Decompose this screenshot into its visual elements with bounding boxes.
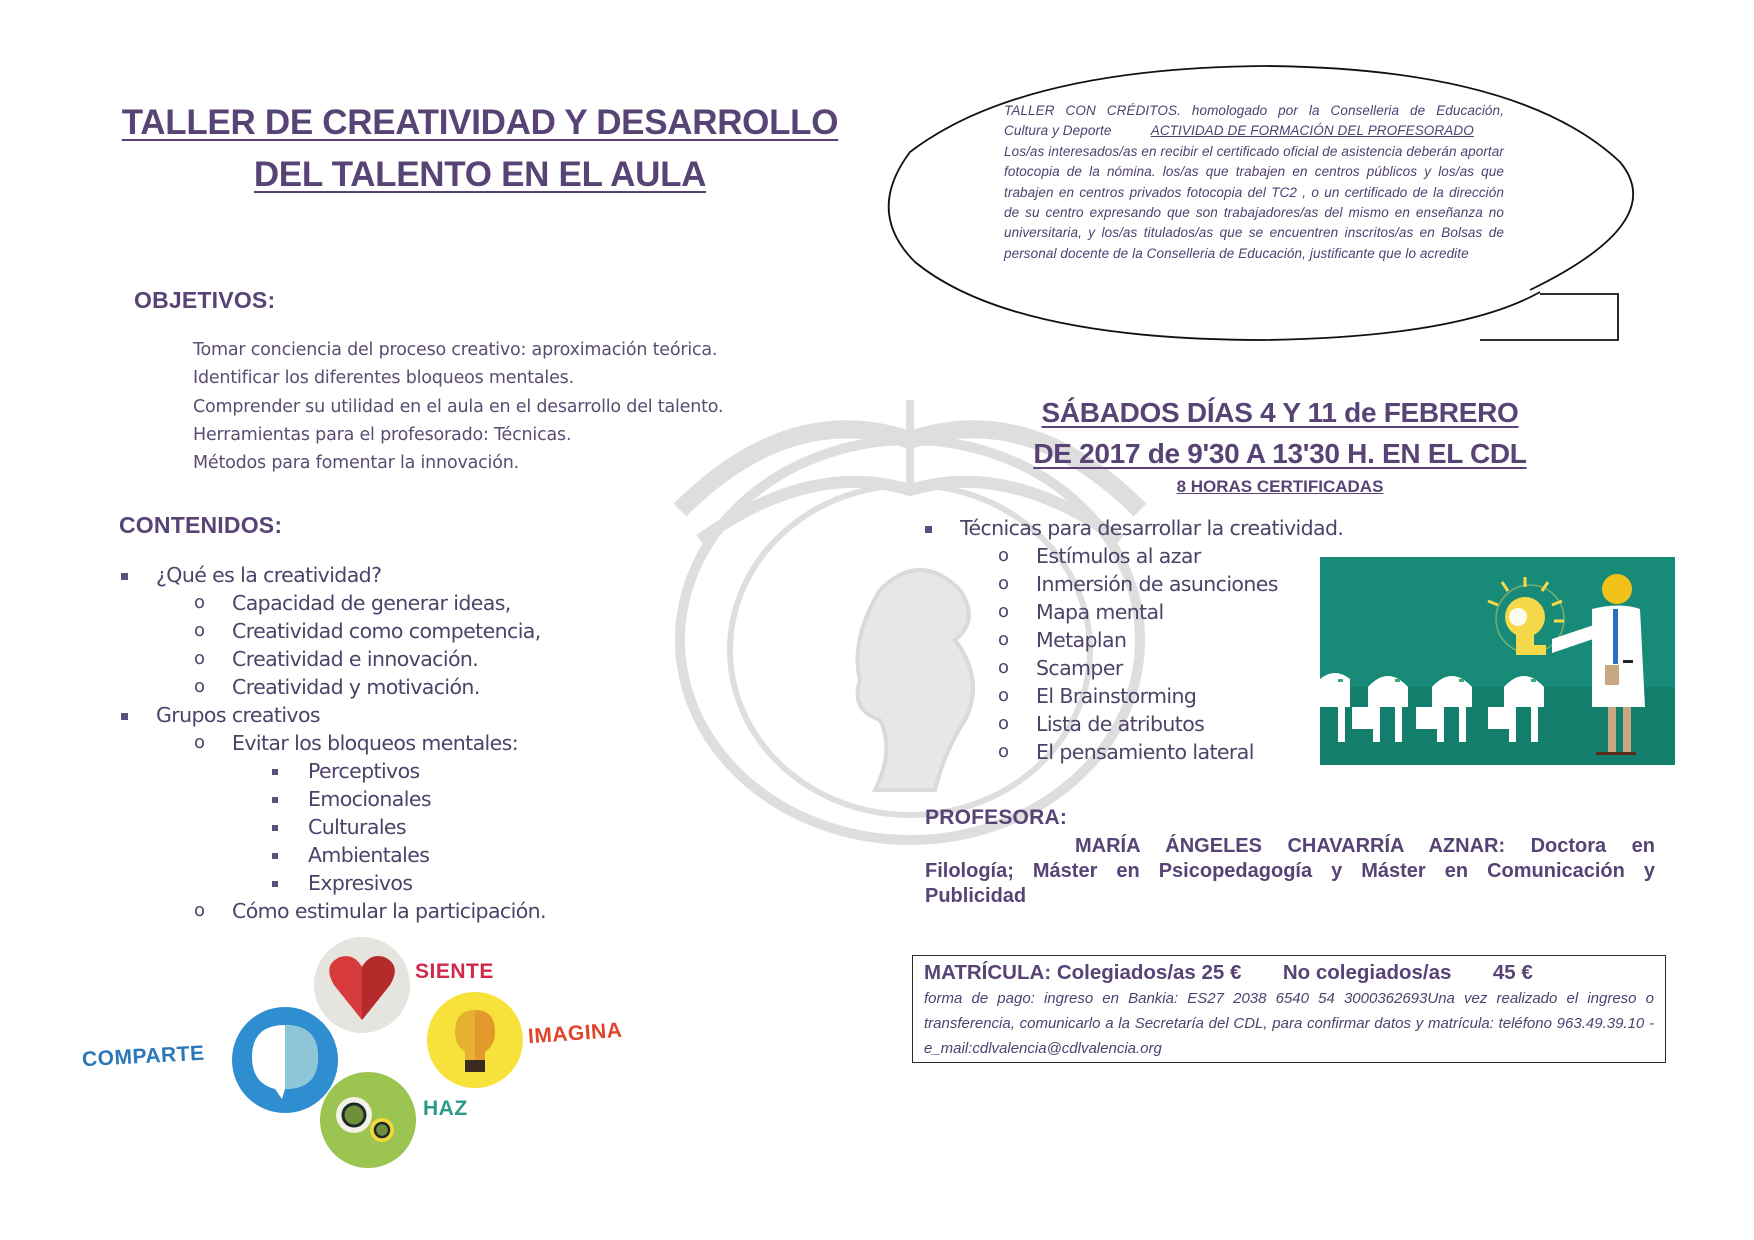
- objetivo-item: Tomar conciencia del proceso creativo: aproximación teórica.: [193, 340, 718, 360]
- matricula-colegiados: MATRÍCULA: Colegiados/as 25 €: [924, 961, 1242, 984]
- contenido-item: ¿Qué es la creatividad?: [118, 561, 718, 589]
- profesora-line-3: Publicidad: [925, 885, 1027, 907]
- contenido-item: o Creatividad y motivación.: [194, 675, 480, 699]
- circle-bullet-icon: o: [194, 900, 205, 921]
- imagina-label: IMAGINA: [527, 1018, 624, 1049]
- tecnica-item: o Estímulos al azar: [998, 544, 1201, 568]
- circle-bullet-icon: o: [998, 573, 1009, 594]
- certified-hours: 8 HORAS CERTIFICADAS: [1176, 477, 1384, 496]
- siente-label: SIENTE: [415, 960, 494, 983]
- objetivos-list: [193, 336, 813, 477]
- objetivo-item: Identificar los diferentes bloqueos mentales.: [193, 368, 574, 389]
- tecnica-item: o Scamper: [998, 656, 1123, 680]
- profesora-bio: [925, 834, 1655, 909]
- matricula-box: [912, 955, 1666, 1063]
- circle-bullet-icon: o: [998, 545, 1009, 566]
- profesora-line-2: Filología; Máster en Psicopedagogía y Máster en Comunicación y: [925, 860, 1655, 882]
- circle-bullet-icon: o: [194, 648, 205, 669]
- tecnica-item: o Metaplan: [998, 628, 1127, 652]
- circle-bullet-icon: o: [194, 620, 205, 641]
- profesora-heading: PROFESORA:: [925, 806, 1068, 829]
- objetivo-item: Comprender su utilidad en el aula en el desarrollo del talento.: [193, 396, 724, 417]
- square-bullet-icon: [121, 713, 128, 720]
- formation-activity-label: ACTIVIDAD DE FORMACIÓN DEL PROFESORADO: [1150, 123, 1474, 139]
- credits-line-1: TALLER CON CRÉDITOS. homologado por la Conselleria de Educación,: [1004, 103, 1504, 118]
- matricula-no-colegiados: No colegiados/as: [1282, 961, 1452, 984]
- tecnica-item: o Mapa mental: [998, 600, 1164, 624]
- matricula-no-colegiados-price: 45 €: [1492, 961, 1533, 984]
- contenido-item: Culturales: [118, 813, 718, 841]
- tecnica-item: o El Brainstorming: [998, 684, 1197, 708]
- contenido-item: Emocionales: [118, 785, 718, 813]
- square-bullet-icon: [272, 797, 278, 803]
- tecnicas-title: Técnicas para desarrollar la creatividad.: [922, 514, 1322, 542]
- matricula-title: [924, 961, 1533, 985]
- circle-bullet-icon: o: [194, 592, 205, 613]
- contenidos-list: [118, 561, 718, 925]
- contenido-item: Grupos creativos: [118, 701, 718, 729]
- circle-bullet-icon: o: [998, 713, 1009, 734]
- square-bullet-icon: [272, 881, 278, 887]
- circle-bullet-icon: o: [194, 676, 205, 697]
- credits-notice: [1004, 101, 1504, 264]
- tecnica-item: o Lista de atributos: [998, 712, 1205, 736]
- square-bullet-icon: [121, 573, 128, 580]
- objetivo-item: Métodos para fomentar la innovación.: [193, 453, 519, 474]
- haz-label: HAZ: [423, 1097, 468, 1120]
- square-bullet-icon: [272, 853, 278, 859]
- circle-bullet-icon: o: [998, 685, 1009, 706]
- title-line-2: DEL TALENTO EN EL AULA: [253, 155, 707, 194]
- contenido-item: Ambientales: [118, 841, 718, 869]
- objetivo-item: Herramientas para el profesorado: Técnicas.: [193, 424, 572, 445]
- tecnicas-list: [922, 514, 1344, 766]
- contenido-item: o Creatividad e innovación.: [194, 647, 479, 671]
- credits-line-2a: Cultura y Deporte: [1004, 123, 1112, 139]
- circle-bullet-icon: o: [998, 741, 1009, 762]
- objetivos-heading: OBJETIVOS:: [134, 287, 276, 313]
- square-bullet-icon: [272, 825, 278, 831]
- contenido-item: o Cómo estimular la participación.: [194, 899, 546, 923]
- contenidos-heading: CONTENIDOS:: [119, 512, 283, 538]
- profesora-name-line: MARÍA ÁNGELES CHAVARRÍA AZNAR: Doctora en: [1075, 835, 1655, 857]
- credits-body: Los/as interesados/as en recibir el certificado oficial de asistencia deberán aportar fotocopia de la nómina. los/as que trabajen en centros públicos y los/as que trabajen en centros privados fotocopia del TC2 , o un certificado de la dirección de su centro expresando que son trabajadores/as del mismo en enseñanza no universitaria, y los/as titulados/as que se encuentren inscritos/as en Bolsas de personal docente de la Conselleria de Educación, justificante que lo acredite: [1004, 143, 1504, 261]
- circle-bullet-icon: o: [194, 732, 205, 753]
- contenido-item: Expresivos: [118, 869, 718, 897]
- payment-info: forma de pago: ingreso en Bankia: ES27 2038 6540 54 3000362693Una vez realizado el ingreso o transferencia, comunicarlo a la Secretaría del CDL, para confirmar datos y matrícula: teléfono 963.49.39.10 - e_mail:cdlvalencia@cdlvalencia.org: [924, 990, 1654, 1057]
- circle-bullet-icon: o: [998, 629, 1009, 650]
- contenido-item: Perceptivos: [118, 757, 718, 785]
- title-line-1: TALLER DE CREATIVIDAD Y DESARROLLO: [121, 103, 839, 142]
- contenido-item: o Creatividad como competencia,: [194, 619, 541, 643]
- square-bullet-icon: [272, 769, 278, 775]
- schedule-times: DE 2017 de 9'30 A 13'30 H. EN EL CDL: [1033, 438, 1527, 469]
- lightbulb-icon: [425, 990, 525, 1090]
- schedule-block: [960, 392, 1600, 499]
- tecnica-item: o Inmersión de asunciones: [998, 572, 1278, 596]
- square-bullet-icon: [925, 526, 932, 533]
- circle-bullet-icon: o: [998, 601, 1009, 622]
- tecnica-item: o El pensamiento lateral: [998, 740, 1254, 764]
- teacher-lightbulb-illustration: [1320, 557, 1675, 765]
- gears-icon: [318, 1070, 418, 1170]
- page-title: [115, 97, 845, 201]
- contenido-item: o Evitar los bloqueos mentales:: [194, 731, 519, 755]
- creativity-icons: [80, 930, 640, 1170]
- circle-bullet-icon: o: [998, 657, 1009, 678]
- schedule-dates: SÁBADOS DÍAS 4 Y 11 de FEBRERO: [1041, 397, 1519, 428]
- contenido-item: o Capacidad de generar ideas,: [194, 591, 511, 615]
- comparte-label: COMPARTE: [81, 1041, 206, 1072]
